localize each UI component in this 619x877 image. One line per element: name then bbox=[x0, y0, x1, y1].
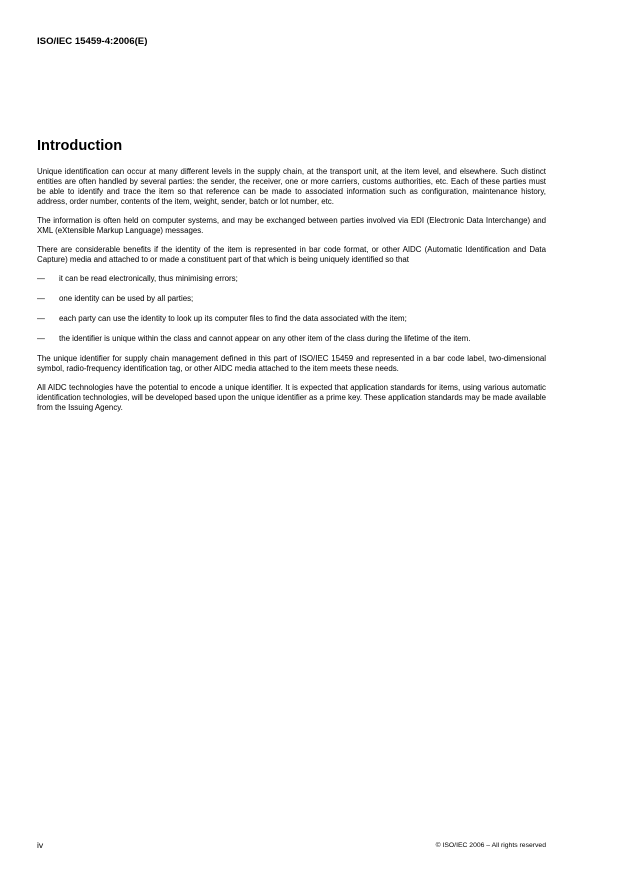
paragraph: The information is often held on computer systems, and may be exchanged between parties involved via EDI (Electronic Data Interchange) and XML (eXtensible Markup Language) messages. bbox=[37, 216, 546, 235]
section-title: Introduction bbox=[37, 138, 123, 154]
paragraph: There are considerable benefits if the identity of the item is represented in bar code format, or other AIDC (Automatic Identification and Data Capture) media and attached to or made a constituent part of that which is being uniquely identified so that bbox=[37, 245, 546, 264]
document-id-header: ISO/IEC 15459-4:2006(E) bbox=[37, 36, 148, 47]
list-dash: — bbox=[37, 274, 45, 283]
main-content bbox=[37, 138, 546, 422]
page-number: iv bbox=[37, 840, 44, 850]
list-item-text: the identifier is unique within the class and cannot appear on any other item of the class during the lifetime of the item. bbox=[59, 334, 471, 343]
list-item bbox=[37, 334, 546, 344]
list-item bbox=[37, 294, 546, 304]
benefits-list bbox=[37, 274, 546, 344]
list-item-text: it can be read electronically, thus minimising errors; bbox=[59, 274, 238, 283]
paragraph: All AIDC technologies have the potential to encode a unique identifier. It is expected that application standards for items, using various automatic identification technologies, will be developed based upon the unique identifier as a prime key. These application standards may be made available from the Issuing Agency. bbox=[37, 383, 546, 412]
list-item-text: each party can use the identity to look up its computer files to find the data associated with the item; bbox=[59, 314, 407, 323]
copyright-notice: © ISO/IEC 2006 – All rights reserved bbox=[435, 842, 546, 849]
list-dash: — bbox=[37, 294, 45, 303]
list-item-text: one identity can be used by all parties; bbox=[59, 294, 194, 303]
list-item bbox=[37, 274, 546, 284]
list-dash: — bbox=[37, 334, 45, 343]
paragraph: Unique identification can occur at many different levels in the supply chain, at the transport unit, at the item level, and elsewhere. Such distinct entities are often handled by several parties: the sender, the receiver, one or more carriers, customs authorities, etc. Each of these parties must be able to identify and trace the item so that reference can be made to associated information such as configuration, maintenance history, address, order number, contents of the item, weight, sender, batch or lot number, etc. bbox=[37, 167, 546, 206]
list-item bbox=[37, 314, 546, 324]
list-dash: — bbox=[37, 314, 45, 323]
paragraph: The unique identifier for supply chain management defined in this part of ISO/IEC 15459 and represented in a bar code label, two-dimensional symbol, radio-frequency identification tag, or other AIDC media attached to the item meets these needs. bbox=[37, 354, 546, 373]
